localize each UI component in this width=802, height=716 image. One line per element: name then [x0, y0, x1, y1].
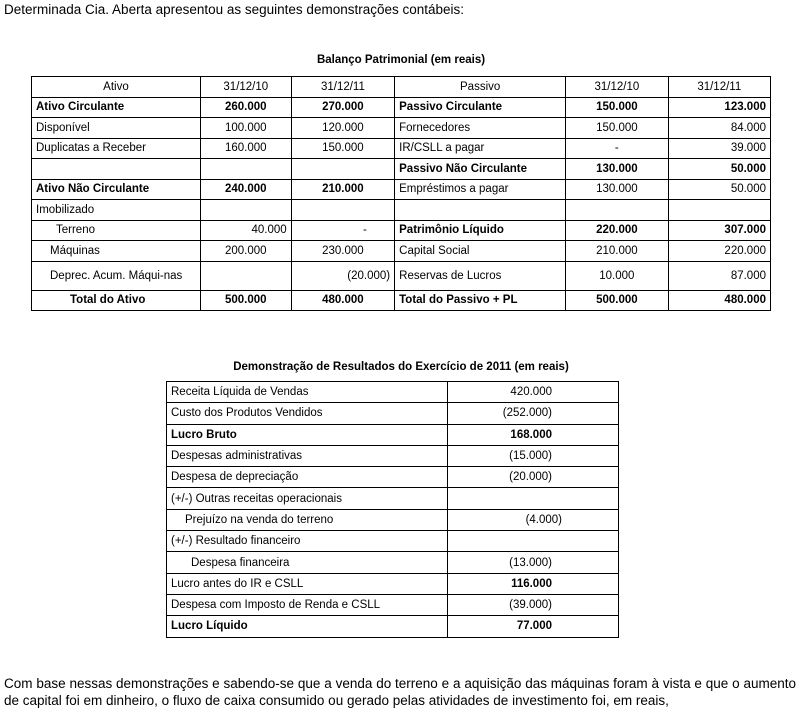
table-cell: 210.000: [291, 179, 394, 200]
table-row: [167, 573, 619, 594]
table-cell: (39.000): [448, 594, 619, 615]
table-cell: 270.000: [291, 97, 394, 118]
table-cell: [291, 159, 394, 180]
table-cell: (252.000): [448, 403, 619, 424]
table-row: [32, 261, 771, 290]
table-row: [167, 403, 619, 424]
table-cell: Patrimônio Líquido: [395, 220, 566, 241]
table-row: [167, 531, 619, 552]
table-cell: 160.000: [200, 138, 291, 159]
table-cell: Receita Líquida de Vendas: [167, 382, 448, 403]
table-cell: Imobilizado: [32, 200, 201, 221]
table-cell: Deprec. Acum. Máqui-nas: [32, 261, 201, 290]
table-row: [32, 241, 771, 262]
table-row: [32, 97, 771, 118]
table-cell: 116.000: [448, 573, 619, 594]
table-row: [167, 594, 619, 615]
table-cell: [32, 159, 201, 180]
table-cell: Ativo Não Circulante: [32, 179, 201, 200]
dre-table: [166, 381, 619, 638]
table-cell: 220.000: [566, 220, 668, 241]
table-cell: Despesa de depreciação: [167, 467, 448, 488]
header-cell: 31/12/10: [566, 77, 668, 98]
table-cell: Lucro Líquido: [167, 616, 448, 637]
table-cell: 420.000: [448, 382, 619, 403]
table-cell: 10.000: [566, 261, 668, 290]
table-cell: 500.000: [566, 290, 668, 311]
table-cell: 123.000: [668, 97, 770, 118]
table-cell: Passivo Não Circulante: [395, 159, 566, 180]
table-row: [167, 552, 619, 573]
table-cell: 87.000: [668, 261, 770, 290]
table-cell: 480.000: [291, 290, 394, 311]
header-cell: 31/12/10: [200, 77, 291, 98]
table-cell: 500.000: [200, 290, 291, 311]
table-cell: Duplicatas a Receber: [32, 138, 201, 159]
table-cell: IR/CSLL a pagar: [395, 138, 566, 159]
question-text: Com base nessas demonstrações e sabendo-se que a venda do terreno e a aquisição das máquinas foram à vista e que o aumento de capital foi em dinheiro, o fluxo de caixa consumido ou gerado pelas atividades de investimento foi, em reais,: [4, 676, 796, 708]
table-cell: [448, 531, 619, 552]
table-cell: 200.000: [200, 241, 291, 262]
balanco-table: [31, 76, 771, 311]
table-cell: -: [566, 138, 668, 159]
table-cell: 260.000: [200, 97, 291, 118]
table-cell: Total do Ativo: [32, 290, 201, 311]
table-cell: 307.000: [668, 220, 770, 241]
table-row: [32, 220, 771, 241]
table-row: [32, 159, 771, 180]
table-cell: (+/-) Resultado financeiro: [167, 531, 448, 552]
table-cell: 220.000: [668, 241, 770, 262]
balanco-header-row: [32, 77, 771, 98]
dre-title: Demonstração de Resultados do Exercício de 2011 (em reais): [233, 361, 569, 373]
table-cell: Reservas de Lucros: [395, 261, 566, 290]
header-cell: 31/12/11: [291, 77, 394, 98]
table-cell: 130.000: [566, 179, 668, 200]
header-cell: 31/12/11: [668, 77, 770, 98]
table-cell: (13.000): [448, 552, 619, 573]
table-cell: [448, 488, 619, 509]
table-cell: (20.000): [291, 261, 394, 290]
table-cell: (20.000): [448, 467, 619, 488]
table-cell: Prejuízo na venda do terreno: [167, 509, 448, 530]
table-cell: [566, 200, 668, 221]
table-cell: 77.000: [448, 616, 619, 637]
header-cell: Passivo: [395, 77, 566, 98]
table-cell: 39.000: [668, 138, 770, 159]
table-cell: -: [291, 220, 394, 241]
table-cell: Empréstimos a pagar: [395, 179, 566, 200]
table-row: [167, 445, 619, 466]
table-cell: [395, 200, 566, 221]
table-row: [167, 467, 619, 488]
table-row: [167, 509, 619, 530]
balanco-title: Balanço Patrimonial (em reais): [316, 54, 486, 66]
table-cell: Despesa com Imposto de Renda e CSLL: [167, 594, 448, 615]
table-cell: Terreno: [32, 220, 201, 241]
table-cell: 230.000: [291, 241, 394, 262]
table-row: [32, 200, 771, 221]
table-cell: 120.000: [291, 118, 394, 139]
table-cell: [200, 200, 291, 221]
table-row: [32, 290, 771, 311]
table-cell: 84.000: [668, 118, 770, 139]
table-cell: 480.000: [668, 290, 770, 311]
table-cell: Máquinas: [32, 241, 201, 262]
table-row: [167, 424, 619, 445]
table-cell: (+/-) Outras receitas operacionais: [167, 488, 448, 509]
table-cell: 130.000: [566, 159, 668, 180]
table-cell: [200, 261, 291, 290]
table-cell: 50.000: [668, 179, 770, 200]
table-cell: Fornecedores: [395, 118, 566, 139]
table-cell: 150.000: [566, 97, 668, 118]
table-cell: (4.000): [448, 509, 619, 530]
table-cell: Despesas administrativas: [167, 445, 448, 466]
table-cell: Lucro Bruto: [167, 424, 448, 445]
table-cell: [668, 200, 770, 221]
table-cell: 150.000: [566, 118, 668, 139]
table-row: [32, 179, 771, 200]
table-cell: Capital Social: [395, 241, 566, 262]
table-row: [167, 488, 619, 509]
table-row: [32, 138, 771, 159]
table-cell: Ativo Circulante: [32, 97, 201, 118]
table-cell: Passivo Circulante: [395, 97, 566, 118]
table-cell: (15.000): [448, 445, 619, 466]
table-cell: Disponível: [32, 118, 201, 139]
table-cell: Lucro antes do IR e CSLL: [167, 573, 448, 594]
table-cell: 50.000: [668, 159, 770, 180]
table-cell: 168.000: [448, 424, 619, 445]
table-cell: Total do Passivo + PL: [395, 290, 566, 311]
header-cell: Ativo: [32, 77, 201, 98]
table-cell: 150.000: [291, 138, 394, 159]
table-cell: [291, 200, 394, 221]
intro-text: Determinada Cia. Aberta apresentou as seguintes demonstrações contábeis:: [4, 2, 465, 17]
table-cell: [200, 159, 291, 180]
table-cell: Custo dos Produtos Vendidos: [167, 403, 448, 424]
table-row: [32, 118, 771, 139]
table-cell: 210.000: [566, 241, 668, 262]
table-cell: 100.000: [200, 118, 291, 139]
table-row: [167, 382, 619, 403]
table-row: [167, 616, 619, 637]
table-cell: Despesa financeira: [167, 552, 448, 573]
table-cell: 240.000: [200, 179, 291, 200]
table-cell: 40.000: [200, 220, 291, 241]
